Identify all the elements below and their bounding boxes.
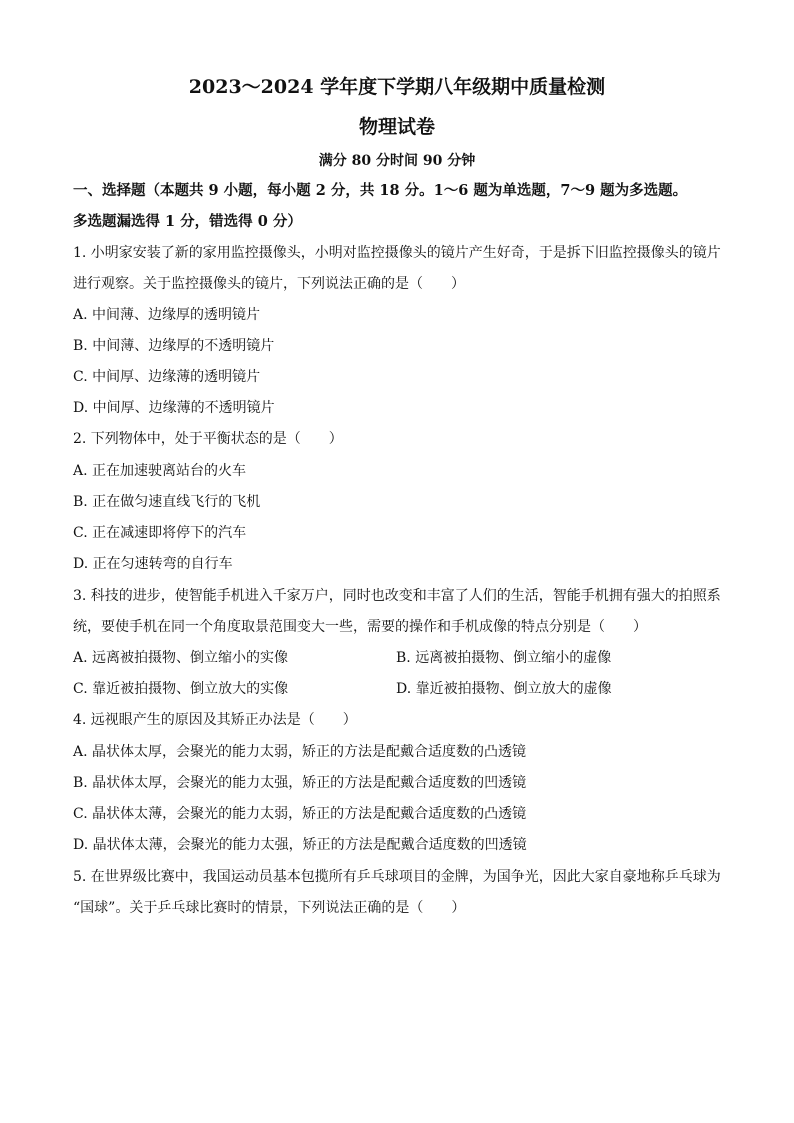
section-heading-line1: 一、选择题（本题共 9 小题，每小题 2 分，共 18 分。1～6 题为单选题，7～9 题为多选题。 xyxy=(73,182,688,199)
question-5-stem-line2: “国球”。关于乒乓球比赛时的情景，下列说法正确的是（ ） xyxy=(73,900,466,916)
question-2-option-a: A. 正在加速驶离站台的火车 xyxy=(73,463,247,479)
question-4-option-c: C. 晶状体太薄，会聚光的能力太弱，矫正的方法是配戴合适度数的凸透镜 xyxy=(73,806,527,822)
question-1-stem-line2: 进行观察。关于监控摄像头的镜片，下列说法正确的是（ ） xyxy=(73,276,465,292)
question-5-stem-line1: 5. 在世界级比赛中，我国运动员基本包揽所有乒乓球项目的金牌，为国争光，因此大家自豪地称乒乓球为 xyxy=(73,869,721,885)
section-heading-line2: 多选题漏选得 1 分，错选得 0 分） xyxy=(73,213,302,230)
question-3-option-c: C. 靠近被拍摄物、倒立放大的实像 xyxy=(73,681,289,697)
question-1-option-b: B. 中间薄、边缘厚的不透明镜片 xyxy=(73,338,275,354)
question-4-stem: 4. 远视眼产生的原因及其矫正办法是（ ） xyxy=(73,712,357,728)
question-1-option-a: A. 中间薄、边缘厚的透明镜片 xyxy=(73,307,261,323)
question-1-option-c: C. 中间厚、边缘薄的透明镜片 xyxy=(73,369,261,385)
question-3-option-b: B. 远离被拍摄物、倒立缩小的虚像 xyxy=(396,650,612,666)
exam-subject: 物理试卷 xyxy=(358,116,435,138)
question-3-stem-line2: 统，要使手机在同一个角度取景范围变大一些，需要的操作和手机成像的特点分别是（ ） xyxy=(73,619,647,635)
question-1-option-d: D. 中间厚、边缘薄的不透明镜片 xyxy=(73,400,275,416)
question-3-option-a: A. 远离被拍摄物、倒立缩小的实像 xyxy=(73,650,289,666)
question-2-option-c: C. 正在减速即将停下的汽车 xyxy=(73,525,247,541)
question-3-option-d: D. 靠近被拍摄物、倒立放大的虚像 xyxy=(396,681,612,697)
question-4-option-b: B. 晶状体太厚，会聚光的能力太强，矫正的方法是配戴合适度数的凹透镜 xyxy=(73,775,527,791)
question-4-option-d: D. 晶状体太薄，会聚光的能力太强，矫正的方法是配戴合适度数的凹透镜 xyxy=(73,837,527,853)
question-2-option-b: B. 正在做匀速直线飞行的飞机 xyxy=(73,494,261,510)
question-1-stem-line1: 1. 小明家安装了新的家用监控摄像头，小明对监控摄像头的镜片产生好奇，于是拆下旧监控摄像头的镜片 xyxy=(73,245,721,261)
exam-meta: 满分 80 分时间 90 分钟 xyxy=(318,153,476,169)
question-2-option-d: D. 正在匀速转弯的自行车 xyxy=(73,556,233,572)
question-3-stem-line1: 3. 科技的进步，使智能手机进入千家万户，同时也改变和丰富了人们的生活，智能手机拥有强大的拍照系 xyxy=(73,588,721,604)
question-4-option-a: A. 晶状体太厚，会聚光的能力太弱，矫正的方法是配戴合适度数的凸透镜 xyxy=(73,744,527,760)
exam-title: 2023～2024 学年度下学期八年级期中质量检测 xyxy=(188,76,606,98)
question-2-stem: 2. 下列物体中，处于平衡状态的是（ ） xyxy=(73,431,343,447)
